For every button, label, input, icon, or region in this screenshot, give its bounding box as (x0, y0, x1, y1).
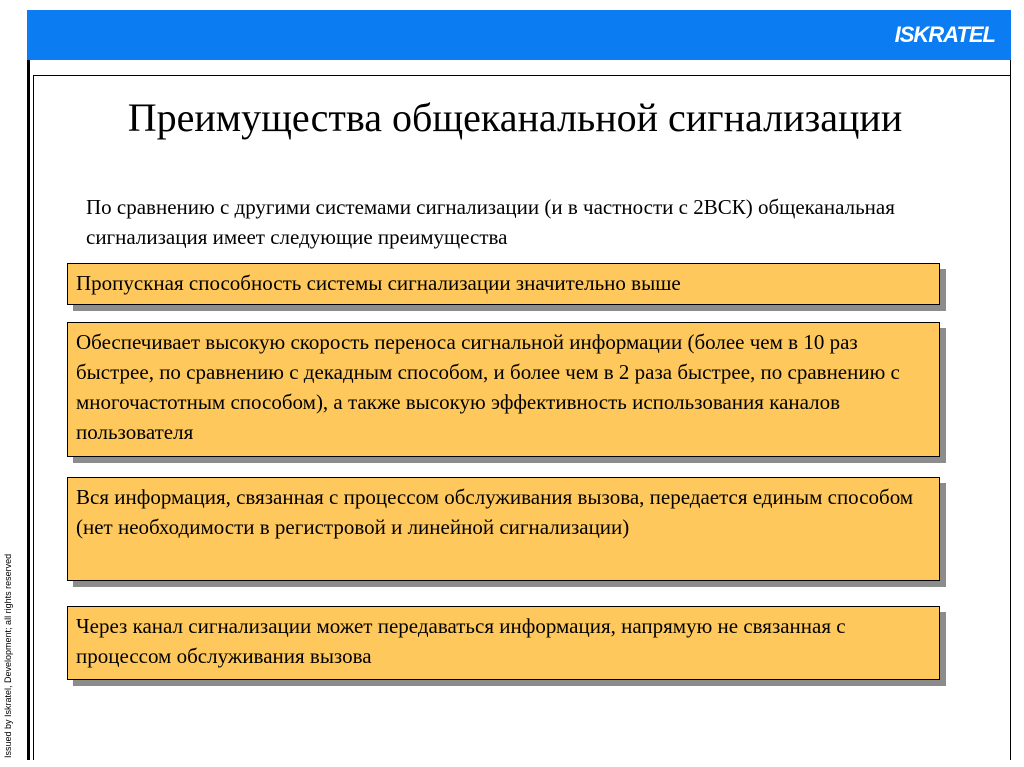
iskratel-logo: ISKRATEL (894, 22, 995, 47)
frame-left-inner-line (33, 75, 34, 760)
frame-right-line (1010, 60, 1011, 760)
intro-text: По сравнению с другими системами сигнализации (и в частности с 2ВСК) общеканальная сигнализация имеет следующие преимущества (86, 195, 895, 249)
copyright-note: Issued by Iskratel, Development; all rights reserved (3, 553, 13, 758)
advantage-box-3: Вся информация, связанная с процессом обслуживания вызова, передается единым способом (нет необходимости в регистровой и линейной сигнализации) (67, 477, 940, 581)
advantage-box-2: Обеспечивает высокую скорость переноса сигнальной информации (более чем в 10 раз быстрее, по сравнению с декадным способом, и более чем в 2 раза быстрее, по сравнению с многочастотным способом), а также высокую эффективность использования каналов пользователя (67, 322, 940, 457)
header-bar (27, 10, 1011, 60)
frame-top-line (33, 75, 1011, 76)
frame-left-line (27, 60, 30, 760)
advantage-box-1: Пропускная способность системы сигнализации значительно выше (67, 263, 940, 305)
advantage-box-4: Через канал сигнализации может передаваться информация, напрямую не связанная с процессом обслуживания вызова (67, 606, 940, 680)
slide-title: Преимущества общеканальной сигнализации (127, 95, 903, 140)
